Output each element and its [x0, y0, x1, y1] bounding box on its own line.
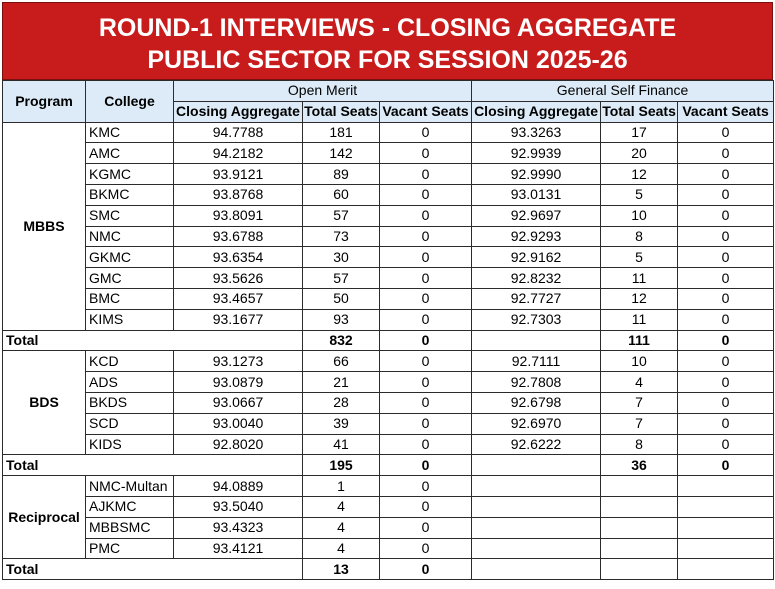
om-closing-aggregate-cell: 93.0040	[174, 413, 303, 434]
sf-total-seats-cell: 8	[601, 226, 678, 247]
college-cell: GKMC	[86, 247, 174, 268]
om-closing-aggregate-cell: 93.4657	[174, 288, 303, 309]
om-closing-aggregate-cell: 93.8768	[174, 184, 303, 205]
total-row	[3, 330, 774, 351]
table-row	[3, 205, 774, 226]
om-vacant-seats-cell: 0	[380, 122, 472, 143]
sf-closing-aggregate-cell: 93.0131	[472, 184, 601, 205]
college-cell: KIDS	[86, 434, 174, 455]
header-sf-total-seats: Total Seats	[601, 101, 678, 122]
sf-closing-aggregate-cell: 92.6222	[472, 434, 601, 455]
sf-vacant-seats-cell: 0	[678, 288, 774, 309]
table-row	[3, 517, 774, 538]
sf-vacant-seats-cell: 0	[678, 205, 774, 226]
om-vacant-seats-cell: 0	[380, 538, 472, 559]
sf-total-seats-cell: 10	[601, 205, 678, 226]
sf-vacant-seats-cell: 0	[678, 372, 774, 393]
sf-vacant-seats-total: 0	[678, 330, 774, 351]
om-total-seats-cell: 4	[303, 496, 380, 517]
table-row	[3, 226, 774, 247]
header-om-total-seats: Total Seats	[303, 101, 380, 122]
table-row	[3, 392, 774, 413]
sf-vacant-seats-cell	[678, 517, 774, 538]
sf-total-seats-cell: 10	[601, 351, 678, 372]
sf-vacant-seats-cell: 0	[678, 184, 774, 205]
sf-closing-aggregate-cell: 92.6798	[472, 392, 601, 413]
sf-total-seats-cell: 5	[601, 247, 678, 268]
table-row	[3, 143, 774, 164]
table-row	[3, 184, 774, 205]
table-row	[3, 476, 774, 497]
sf-total-seats-cell: 12	[601, 288, 678, 309]
sf-closing-aggregate-cell: 92.9293	[472, 226, 601, 247]
total-label: Total	[3, 559, 303, 580]
sf-total-seats-cell: 8	[601, 434, 678, 455]
sf-vacant-seats-cell: 0	[678, 434, 774, 455]
om-closing-aggregate-cell: 93.0879	[174, 372, 303, 393]
om-total-seats-cell: 89	[303, 164, 380, 185]
college-cell: NMC	[86, 226, 174, 247]
sf-closing-aggregate-total	[472, 330, 601, 351]
sf-total-seats-cell: 11	[601, 309, 678, 330]
header-college: College	[86, 81, 174, 123]
college-cell: AJKMC	[86, 496, 174, 517]
om-total-seats-cell: 73	[303, 226, 380, 247]
college-cell: KGMC	[86, 164, 174, 185]
om-vacant-seats-cell: 0	[380, 351, 472, 372]
college-cell: KMC	[86, 122, 174, 143]
sf-total-seats-cell: 11	[601, 268, 678, 289]
sf-total-seats-cell: 7	[601, 392, 678, 413]
college-cell: SMC	[86, 205, 174, 226]
header-om-closing-aggregate: Closing Aggregate	[174, 101, 303, 122]
om-vacant-seats-cell: 0	[380, 268, 472, 289]
sf-closing-aggregate-cell: 92.7808	[472, 372, 601, 393]
sf-total-seats-total: 111	[601, 330, 678, 351]
sf-total-seats-cell: 4	[601, 372, 678, 393]
om-total-seats-total: 195	[303, 455, 380, 476]
sf-total-seats-total	[601, 559, 678, 580]
program-cell: Reciprocal	[3, 476, 86, 559]
sf-vacant-seats-cell: 0	[678, 351, 774, 372]
header-general-self-finance: General Self Finance	[472, 81, 774, 102]
om-vacant-seats-cell: 0	[380, 288, 472, 309]
sf-vacant-seats-cell: 0	[678, 309, 774, 330]
om-closing-aggregate-cell: 93.1677	[174, 309, 303, 330]
sf-vacant-seats-cell: 0	[678, 164, 774, 185]
sf-closing-aggregate-cell: 92.9990	[472, 164, 601, 185]
om-total-seats-cell: 41	[303, 434, 380, 455]
om-vacant-seats-cell: 0	[380, 184, 472, 205]
om-closing-aggregate-cell: 93.1273	[174, 351, 303, 372]
total-row	[3, 559, 774, 580]
om-closing-aggregate-cell: 92.8020	[174, 434, 303, 455]
om-vacant-seats-cell: 0	[380, 496, 472, 517]
sf-vacant-seats-total: 0	[678, 455, 774, 476]
college-cell: NMC-Multan	[86, 476, 174, 497]
sf-vacant-seats-cell	[678, 476, 774, 497]
aggregate-table	[2, 80, 774, 580]
table-header	[3, 81, 774, 123]
program-cell: MBBS	[3, 122, 86, 330]
college-cell: BMC	[86, 288, 174, 309]
om-total-seats-cell: 30	[303, 247, 380, 268]
sf-vacant-seats-cell: 0	[678, 226, 774, 247]
college-cell: BKDS	[86, 392, 174, 413]
header-sf-closing-aggregate: Closing Aggregate	[472, 101, 601, 122]
om-vacant-seats-cell: 0	[380, 309, 472, 330]
sf-closing-aggregate-cell: 92.9697	[472, 205, 601, 226]
om-closing-aggregate-cell: 94.0889	[174, 476, 303, 497]
header-program: Program	[3, 81, 86, 123]
om-total-seats-cell: 4	[303, 517, 380, 538]
college-cell: SCD	[86, 413, 174, 434]
sf-total-seats-cell: 7	[601, 413, 678, 434]
sf-closing-aggregate-cell	[472, 517, 601, 538]
sf-total-seats-cell: 20	[601, 143, 678, 164]
om-total-seats-total: 13	[303, 559, 380, 580]
table-row	[3, 247, 774, 268]
table-row	[3, 372, 774, 393]
om-total-seats-cell: 4	[303, 538, 380, 559]
om-vacant-seats-cell: 0	[380, 164, 472, 185]
om-total-seats-cell: 39	[303, 413, 380, 434]
om-total-seats-total: 832	[303, 330, 380, 351]
page-title	[2, 2, 773, 80]
sf-vacant-seats-cell: 0	[678, 143, 774, 164]
table-row	[3, 309, 774, 330]
sf-closing-aggregate-cell: 93.3263	[472, 122, 601, 143]
sf-closing-aggregate-cell: 92.9162	[472, 247, 601, 268]
table-row	[3, 538, 774, 559]
college-cell: GMC	[86, 268, 174, 289]
om-closing-aggregate-cell: 94.7788	[174, 122, 303, 143]
om-total-seats-cell: 66	[303, 351, 380, 372]
header-sf-vacant-seats: Vacant Seats	[678, 101, 774, 122]
college-cell: AMC	[86, 143, 174, 164]
om-total-seats-cell: 1	[303, 476, 380, 497]
header-om-vacant-seats: Vacant Seats	[380, 101, 472, 122]
sf-total-seats-cell	[601, 476, 678, 497]
om-vacant-seats-total: 0	[380, 455, 472, 476]
sf-closing-aggregate-total	[472, 559, 601, 580]
table-row	[3, 268, 774, 289]
table-row	[3, 496, 774, 517]
om-total-seats-cell: 50	[303, 288, 380, 309]
om-vacant-seats-cell: 0	[380, 434, 472, 455]
om-closing-aggregate-cell: 93.8091	[174, 205, 303, 226]
om-closing-aggregate-cell: 93.4121	[174, 538, 303, 559]
table-row	[3, 351, 774, 372]
om-closing-aggregate-cell: 93.5040	[174, 496, 303, 517]
table-row	[3, 288, 774, 309]
sf-vacant-seats-cell: 0	[678, 247, 774, 268]
om-vacant-seats-total: 0	[380, 330, 472, 351]
sf-closing-aggregate-cell: 92.9939	[472, 143, 601, 164]
title-line-2: PUBLIC SECTOR FOR SESSION 2025-26	[147, 46, 628, 74]
sf-closing-aggregate-cell	[472, 496, 601, 517]
sf-vacant-seats-cell: 0	[678, 268, 774, 289]
sf-closing-aggregate-cell: 92.8232	[472, 268, 601, 289]
om-total-seats-cell: 57	[303, 268, 380, 289]
sf-total-seats-cell	[601, 538, 678, 559]
sf-vacant-seats-cell: 0	[678, 413, 774, 434]
om-vacant-seats-cell: 0	[380, 413, 472, 434]
college-cell: ADS	[86, 372, 174, 393]
om-vacant-seats-cell: 0	[380, 517, 472, 538]
om-total-seats-cell: 142	[303, 143, 380, 164]
sf-vacant-seats-total	[678, 559, 774, 580]
om-vacant-seats-cell: 0	[380, 205, 472, 226]
college-cell: MBBSMC	[86, 517, 174, 538]
om-total-seats-cell: 57	[303, 205, 380, 226]
om-total-seats-cell: 181	[303, 122, 380, 143]
om-closing-aggregate-cell: 93.5626	[174, 268, 303, 289]
om-closing-aggregate-cell: 93.0667	[174, 392, 303, 413]
table-row	[3, 434, 774, 455]
college-cell: KIMS	[86, 309, 174, 330]
header-open-merit: Open Merit	[174, 81, 472, 102]
table-row	[3, 164, 774, 185]
om-vacant-seats-cell: 0	[380, 247, 472, 268]
total-label: Total	[3, 330, 303, 351]
title-line-1: ROUND-1 INTERVIEWS - CLOSING AGGREGATE	[98, 14, 677, 42]
college-cell: BKMC	[86, 184, 174, 205]
om-closing-aggregate-cell: 93.6788	[174, 226, 303, 247]
table-body	[3, 122, 774, 580]
college-cell: PMC	[86, 538, 174, 559]
sf-closing-aggregate-total	[472, 455, 601, 476]
sf-total-seats-total: 36	[601, 455, 678, 476]
sf-vacant-seats-cell	[678, 538, 774, 559]
merit-list-sheet	[2, 2, 773, 585]
om-closing-aggregate-cell: 93.6354	[174, 247, 303, 268]
om-vacant-seats-cell: 0	[380, 226, 472, 247]
sf-total-seats-cell	[601, 517, 678, 538]
om-closing-aggregate-cell: 93.9121	[174, 164, 303, 185]
om-closing-aggregate-cell: 94.2182	[174, 143, 303, 164]
table-row	[3, 413, 774, 434]
sf-closing-aggregate-cell: 92.6970	[472, 413, 601, 434]
table-row	[3, 122, 774, 143]
sf-closing-aggregate-cell: 92.7303	[472, 309, 601, 330]
sf-closing-aggregate-cell	[472, 476, 601, 497]
sf-total-seats-cell: 12	[601, 164, 678, 185]
sf-total-seats-cell: 5	[601, 184, 678, 205]
om-total-seats-cell: 93	[303, 309, 380, 330]
total-label: Total	[3, 455, 303, 476]
sf-total-seats-cell	[601, 496, 678, 517]
om-vacant-seats-cell: 0	[380, 392, 472, 413]
sf-closing-aggregate-cell: 92.7111	[472, 351, 601, 372]
om-vacant-seats-cell: 0	[380, 143, 472, 164]
sf-total-seats-cell: 17	[601, 122, 678, 143]
college-cell: KCD	[86, 351, 174, 372]
om-total-seats-cell: 60	[303, 184, 380, 205]
om-vacant-seats-total: 0	[380, 559, 472, 580]
sf-vacant-seats-cell	[678, 496, 774, 517]
om-total-seats-cell: 21	[303, 372, 380, 393]
om-closing-aggregate-cell: 93.4323	[174, 517, 303, 538]
om-total-seats-cell: 28	[303, 392, 380, 413]
om-vacant-seats-cell: 0	[380, 476, 472, 497]
sf-vacant-seats-cell: 0	[678, 122, 774, 143]
sf-closing-aggregate-cell: 92.7727	[472, 288, 601, 309]
om-vacant-seats-cell: 0	[380, 372, 472, 393]
total-row	[3, 455, 774, 476]
sf-vacant-seats-cell: 0	[678, 392, 774, 413]
sf-closing-aggregate-cell	[472, 538, 601, 559]
program-cell: BDS	[3, 351, 86, 455]
